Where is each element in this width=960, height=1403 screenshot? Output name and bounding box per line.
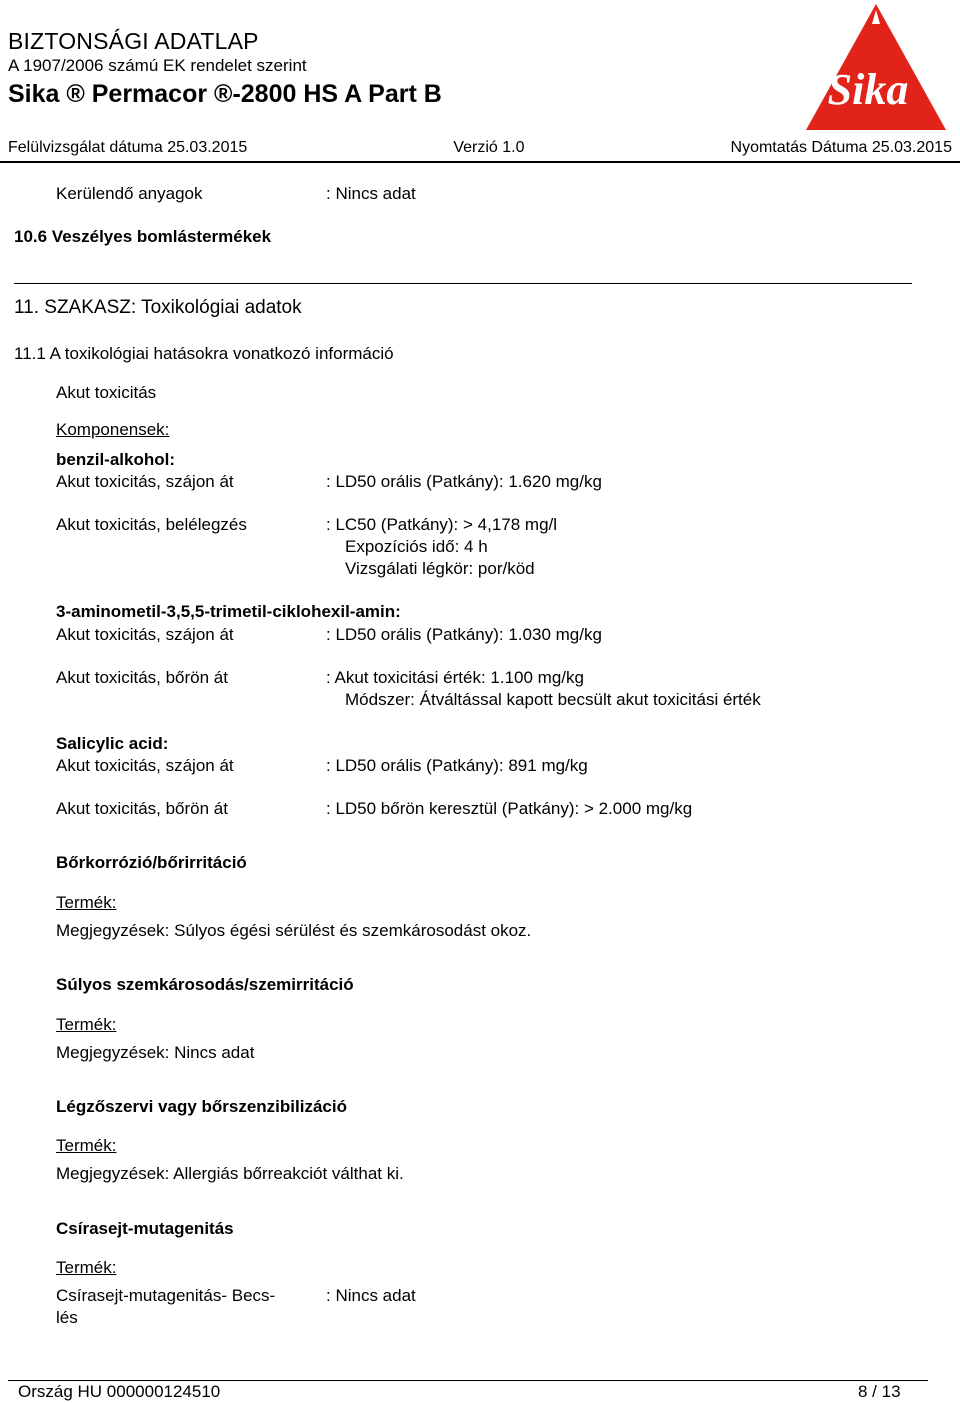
component-name: benzil-alkohol: <box>56 450 175 469</box>
tox-value: : Akut toxicitási érték: 1.100 mg/kg <box>326 668 584 687</box>
tox-value: : LD50 orális (Patkány): 1.030 mg/kg <box>326 625 602 644</box>
regulation-line: A 1907/2006 számú EK rendelet szerint <box>8 56 307 75</box>
eye-note: Megjegyzések: Nincs adat <box>56 1043 255 1062</box>
section-10-6: 10.6 Veszélyes bomlástermékek <box>14 227 272 246</box>
product-name: Sika ® Permacor ®-2800 HS A Part B <box>8 80 442 108</box>
tox-value: : LD50 orális (Patkány): 891 mg/kg <box>326 756 588 775</box>
tox-label: Akut toxicitás, szájon át <box>56 756 234 775</box>
tox-value: : LD50 orális (Patkány): 1.620 mg/kg <box>326 472 602 491</box>
mutagenicity-label-cont: lés <box>56 1308 78 1327</box>
logo-text: Sika <box>827 65 909 114</box>
skin-corrosion-heading: Bőrkorrózió/bőrirritáció <box>56 853 247 872</box>
avoid-value: : Nincs adat <box>326 184 416 203</box>
footer-rule <box>8 1380 928 1381</box>
sensitization-note: Megjegyzések: Allergiás bőrreakciót válthat ki. <box>56 1164 404 1183</box>
footer-country: Ország HU 000000124510 <box>18 1382 221 1401</box>
product-label: Termék: <box>56 1015 117 1034</box>
avoid-label: Kerülendő anyagok <box>56 184 203 203</box>
tox-label: Akut toxicitás, szájon át <box>56 625 234 644</box>
mutagenicity-value: : Nincs adat <box>326 1286 416 1305</box>
acute-toxicity-heading: Akut toxicitás <box>56 383 157 402</box>
mutagenicity-label: Csírasejt-mutagenitás- Becs- <box>56 1286 276 1305</box>
tox-label: Akut toxicitás, szájon át <box>56 472 234 491</box>
section-11-title: 11. SZAKASZ: Toxikológiai adatok <box>14 297 302 318</box>
revision-date: Felülvizsgálat dátuma 25.03.2015 <box>8 139 248 156</box>
doc-title: BIZTONSÁGI ADATLAP <box>8 28 259 54</box>
section-rule <box>14 283 912 284</box>
page-number: 8 / 13 <box>858 1382 901 1401</box>
tox-label: Akut toxicitás, bőrön át <box>56 668 228 687</box>
print-date: Nyomtatás Dátuma 25.03.2015 <box>730 139 952 156</box>
component-name: 3-aminometil-3,5,5-trimetil-ciklohexil-amin: <box>56 602 401 621</box>
section-11-1: 11.1 A toxikológiai hatásokra vonatkozó információ <box>14 344 394 363</box>
skin-note: Megjegyzések: Súlyos égési sérülést és szemkárosodást okoz. <box>56 921 532 940</box>
product-label: Termék: <box>56 893 117 912</box>
header-rule <box>0 161 960 163</box>
components-heading: Komponensek: <box>56 420 170 439</box>
tox-label: Akut toxicitás, bőrön át <box>56 799 228 818</box>
document-header <box>0 0 960 162</box>
product-label: Termék: <box>56 1136 117 1155</box>
svg-text:R: R <box>929 80 935 87</box>
sika-logo <box>806 4 946 130</box>
mutagenicity-heading: Csírasejt-mutagenitás <box>56 1219 234 1238</box>
header-meta <box>8 139 952 157</box>
version: Verzió 1.0 <box>453 139 525 156</box>
component-name: Salicylic acid: <box>56 734 169 753</box>
tox-detail: Expozíciós idő: 4 h <box>345 537 488 556</box>
tox-detail: Vizsgálati légkör: por/köd <box>345 559 535 578</box>
tox-label: Akut toxicitás, belélegzés <box>56 515 247 534</box>
eye-damage-heading: Súlyos szemkárosodás/szemirritáció <box>56 975 354 994</box>
tox-detail: Módszer: Átváltással kapott becsült akut toxicitási érték <box>345 690 761 709</box>
product-label: Termék: <box>56 1258 117 1277</box>
tox-value: : LD50 bőrön keresztül (Patkány): > 2.000 mg/kg <box>326 799 693 818</box>
tox-value: : LC50 (Patkány): > 4,178 mg/l <box>326 515 558 534</box>
sensitization-heading: Légzőszervi vagy bőrszenzibilizáció <box>56 1097 347 1116</box>
